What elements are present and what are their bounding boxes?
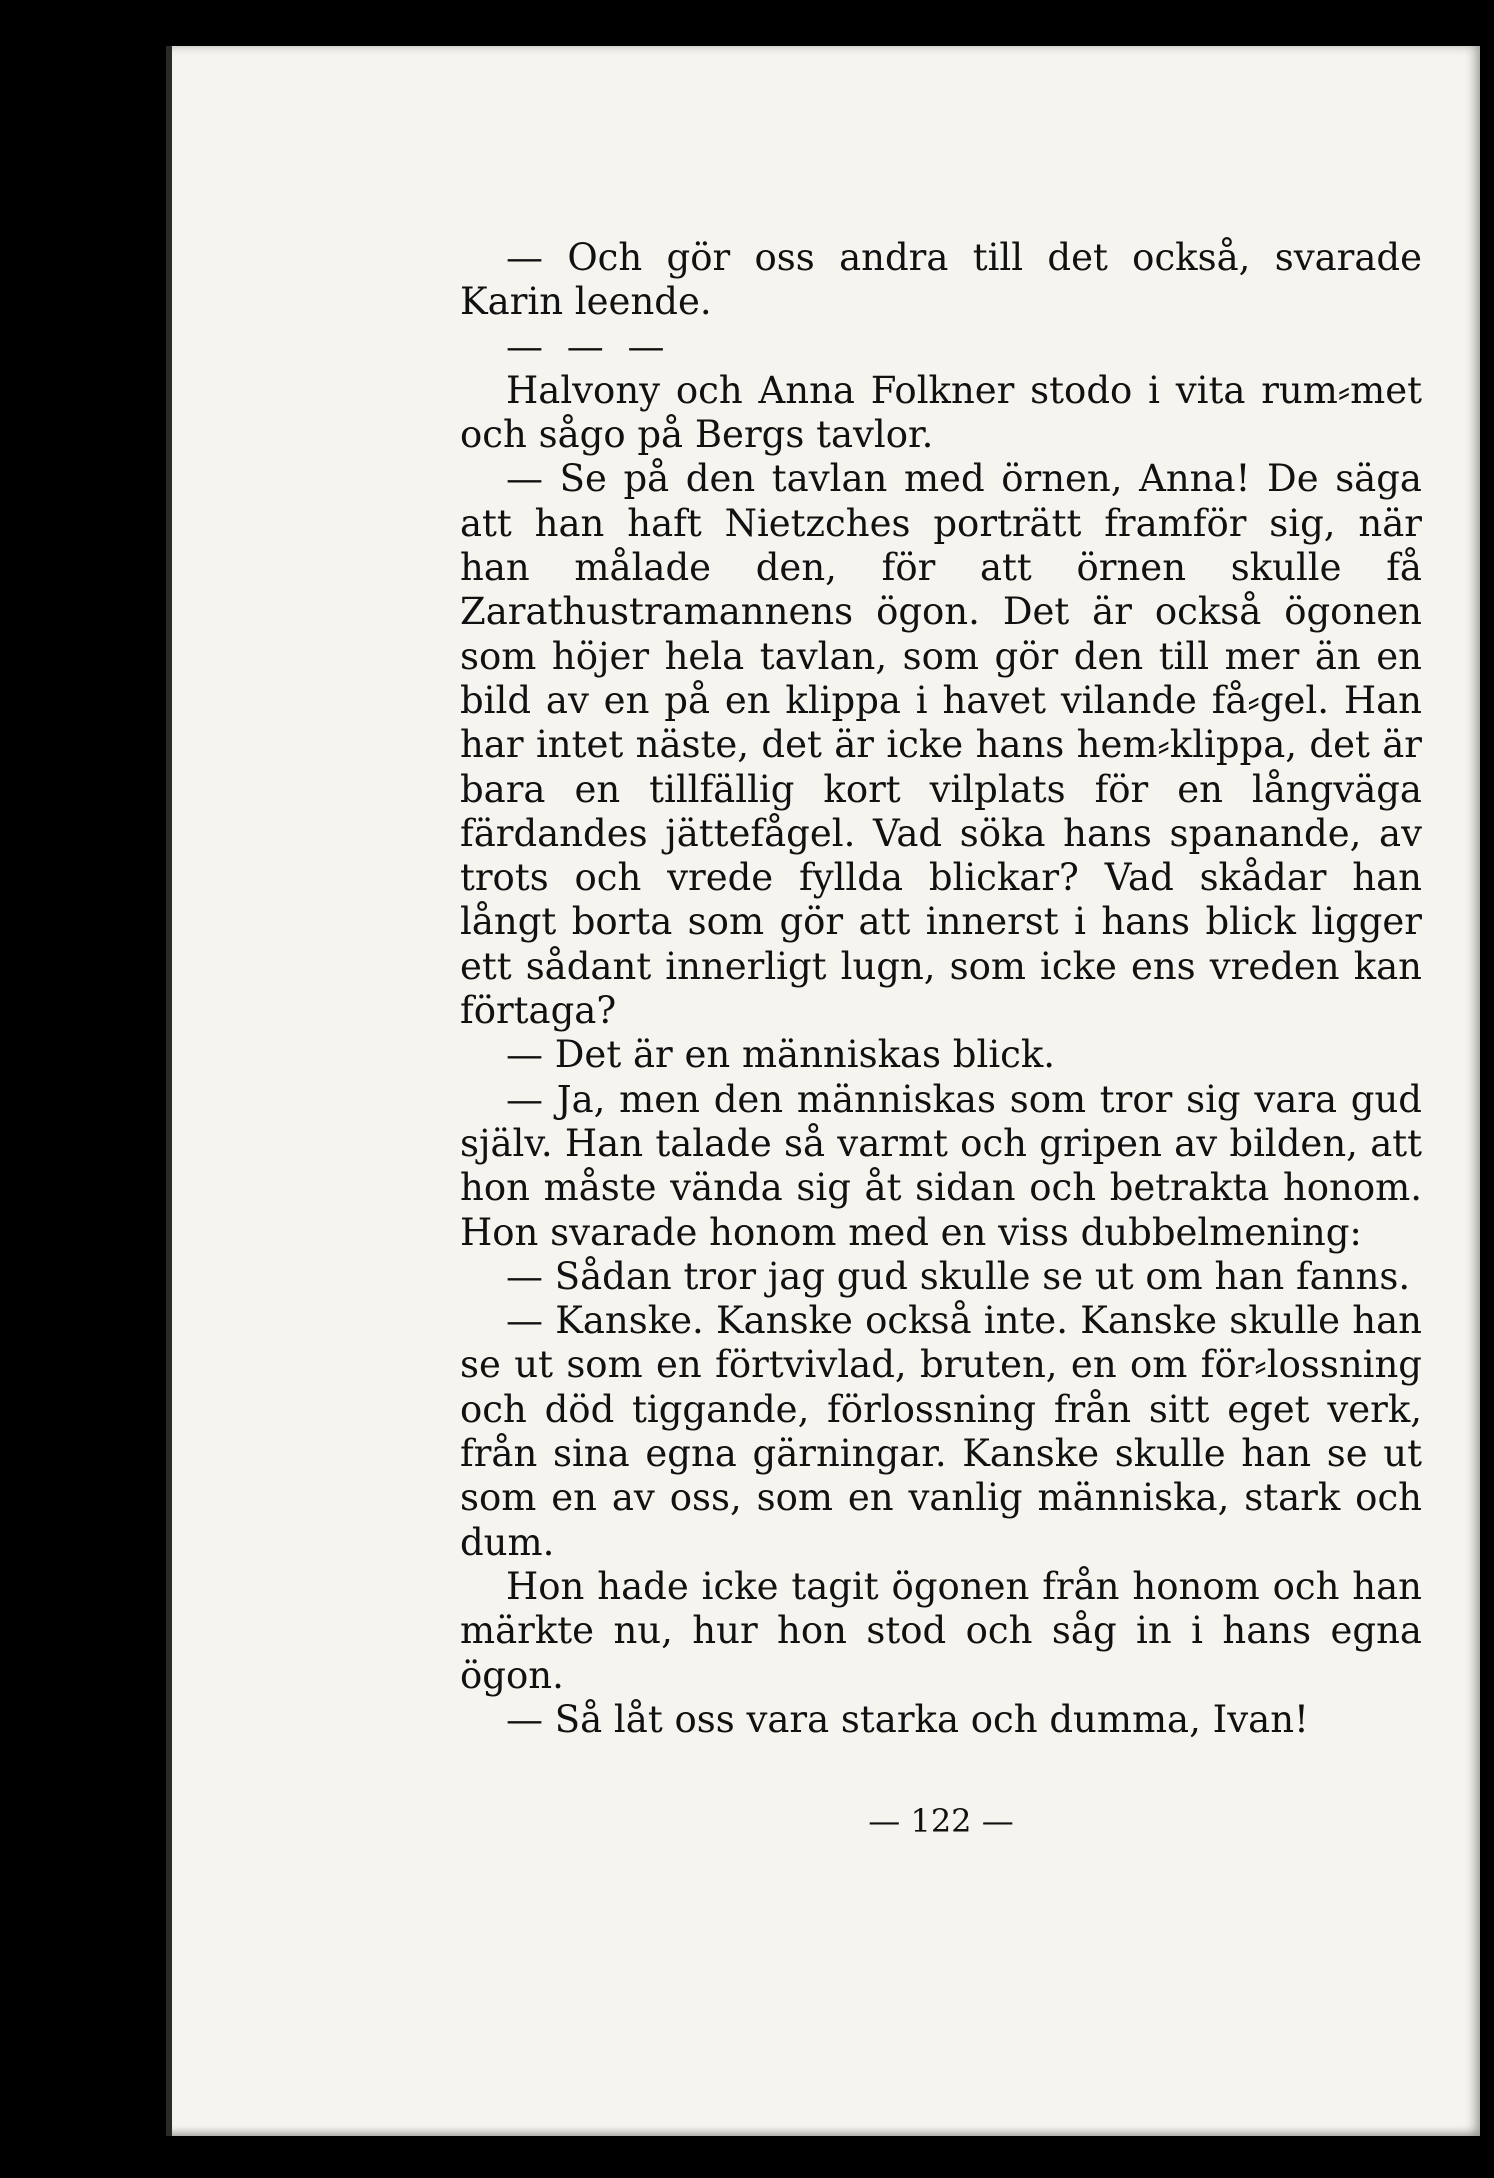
paragraph: — Se på den tavlan med örnen, Anna! De säga att han haft Nietzches porträtt framför sig, när han målade den, för att örnen skulle få Zarathustramannens ögon. Det är också ögonen som höjer hela tavlan, som gör den till mer än en bild av en på en klippa i havet vilande få⸗gel. Han har intet näste, det är icke hans hem⸗klippa, det är bara en tillfällig kort vilplats för en långväga färdandes jättefågel. Vad söka hans spanande, av trots och vrede fyllda blickar? Vad skådar han långt borta som gör att innerst i hans blick ligger ett sådant innerligt lugn, som icke ens vreden kan förtaga? [460,457,1422,1033]
section-break: — — — [506,324,671,368]
paragraph: Halvony och Anna Folkner stodo i vita rum⸗met och sågo på Bergs tavlor. [460,368,1422,457]
body-text [460,236,1422,1742]
paragraph: — Sådan tror jag gud skulle se ut om han fanns. [506,1254,1411,1298]
paragraph: — Kanske. Kanske också inte. Kanske skulle han se ut som en förtvivlad, bruten, en om för⸗lossning och död tiggande, förlossning från sitt eget verk, från sina egna gärningar. Kanske skulle han se ut som en av oss, som en vanlig människa, stark och dum. [460,1299,1422,1564]
paragraph: — Så låt oss vara starka och dumma, Ivan! [506,1697,1309,1741]
paragraph: — Det är en människas blick. [506,1033,1056,1077]
paragraph: — Och gör oss andra till det också, svarade Karin leende. [460,236,1422,324]
page-number: — 122 — [868,1802,1014,1840]
page-binding-edge [166,46,172,2136]
paragraph: — Ja, men den människas som tror sig vara gud själv. Han talade så varmt och gripen av bilden, att hon måste vända sig åt sidan och betrakta honom. Hon svarade honom med en viss dubbelmening: [460,1077,1422,1254]
paragraph: Hon hade icke tagit ögonen från honom och han märkte nu, hur hon stod och såg in i hans egna ögon. [460,1564,1422,1697]
